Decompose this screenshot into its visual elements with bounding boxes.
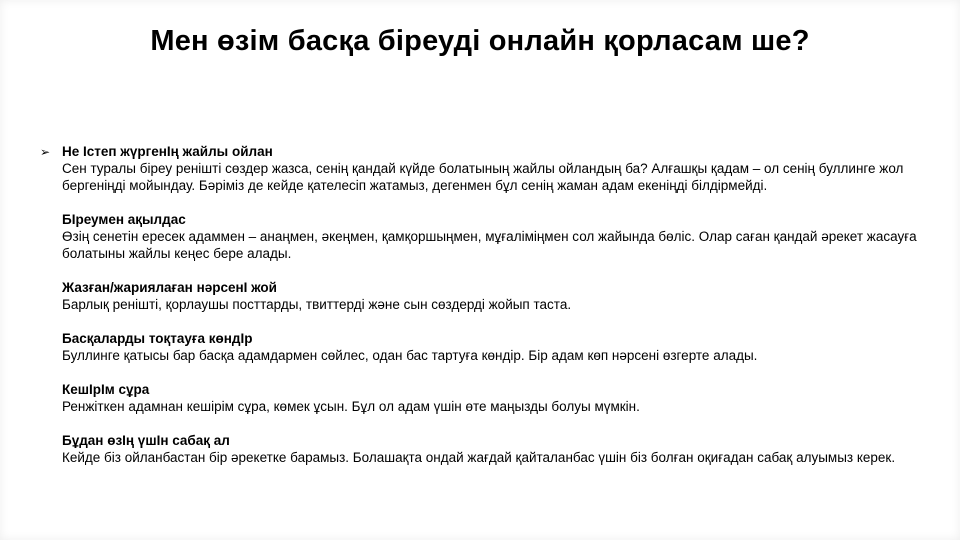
section bbox=[40, 211, 922, 262]
section-body: Сен туралы біреу ренішті сөздер жазса, сенің қандай күйде болатының жайлы ойландың ба? Алғашқы қадам – ол сенің буллинге жол бергеніңді мойындау. Бәріміз де кейде қателесіп жатамыз, дегенмен бұл сенің жаман адам екеніңді білдірмейді. bbox=[62, 161, 904, 193]
section-body: Өзің сенетін ересек адаммен – анаңмен, әкеңмен, қамқоршыңмен, мұғаліміңмен сол жайында бөліс. Олар саған қандай әрекет жасауға болатыны жайлы кеңес бере алады. bbox=[62, 229, 917, 261]
section-heading: Басқаларды тоқтауға көндІр bbox=[62, 331, 253, 346]
section bbox=[40, 279, 922, 313]
section-heading: БІреумен ақылдас bbox=[62, 212, 186, 227]
section bbox=[40, 330, 922, 364]
section-heading: Жазған/жариялаған нәрсенІ жой bbox=[62, 280, 277, 295]
section bbox=[40, 143, 922, 194]
arrow-bullet-icon: ➢ bbox=[40, 145, 51, 159]
section-heading: КешІрІм сұра bbox=[62, 382, 150, 397]
section-heading: Бұдан өзІң үшІн сабақ ал bbox=[62, 433, 230, 448]
section-body: Буллинге қатысы бар басқа адамдармен сөйлес, одан бас тартуға көндір. Бір адам көп нәрсені өзгерте алады. bbox=[62, 348, 758, 363]
section bbox=[40, 381, 922, 415]
section-heading: Не Істеп жүргенІң жайлы ойлан bbox=[62, 144, 273, 159]
content-list bbox=[40, 143, 922, 466]
section-body: Ренжіткен адамнан кешірім сұра, көмек ұсын. Бұл ол адам үшін өте маңызды болуы мүмкін. bbox=[62, 399, 640, 414]
section-body: Кейде біз ойланбастан бір әрекетке барамыз. Болашақта ондай жағдай қайталанбас үшін біз болған оқиғадан сабақ алуымыз керек. bbox=[62, 450, 896, 465]
section-body: Барлық ренішті, қорлаушы посттарды, твиттерді және сын сөздерді жойып таста. bbox=[62, 297, 572, 312]
slide-title: Мен өзім басқа біреуді онлайн қорласам ше? bbox=[150, 25, 810, 57]
section bbox=[40, 432, 922, 466]
